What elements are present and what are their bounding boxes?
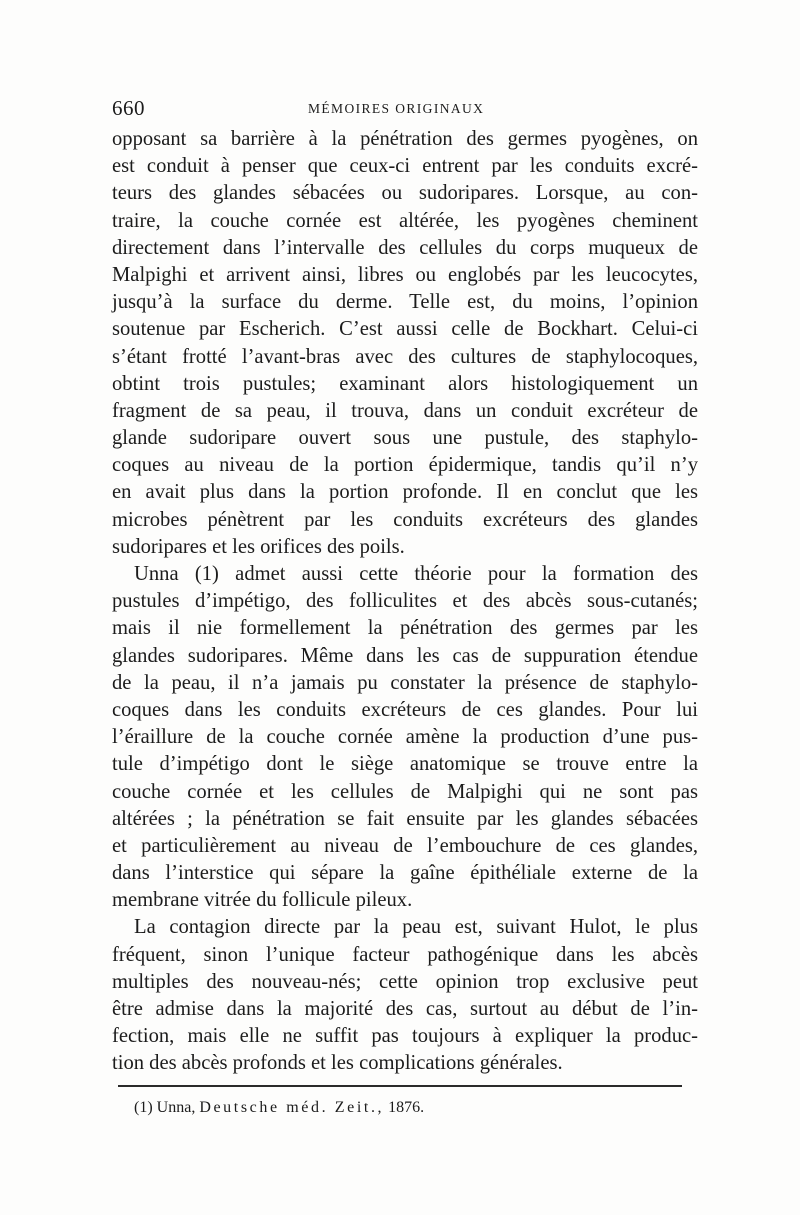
text-line: obtint trois pustules; examinant alors histologiquement un [112,372,698,395]
text-line: fection, mais elle ne suffit pas toujours à expliquer la produc- [112,1025,698,1048]
text-line: couche cornée et les cellules de Malpighi qui ne sont pas [112,780,698,803]
text-line: jusqu’à la surface du derme. Telle est, du moins, l’opinion [112,291,698,314]
text-line: microbes pénètrent par les conduits excréteurs des glandes [112,508,698,531]
text-line: Unna (1) admet aussi cette théorie pour la formation des [134,563,698,585]
text-line: tule d’impétigo dont le siège anatomique se trouve entre la [112,753,698,776]
text-line: coques au niveau de la portion épidermique, tandis qu’il n’y [112,454,698,477]
footnote-author: Unna, [156,1099,196,1116]
text-line: traire, la couche cornée est altérée, les pyogènes cheminent [112,209,698,232]
text-line: être admise dans la majorité des cas, surtout au début de l’in- [112,998,698,1020]
text-line: fragment de sa peau, il trouva, dans un conduit excréteur de [112,399,698,422]
footnote-year: 1876. [388,1099,425,1116]
text-line: membrane vitrée du follicule pileux. [112,889,413,912]
text-line: sudoripares et les orifices des poils. [112,535,405,558]
text-line: opposant sa barrière à la pénétration des germes pyogènes, on [112,128,698,150]
text-line: l’éraillure de la couche cornée amène la production d’une pus- [112,726,698,749]
footnote-marker: (1) [134,1099,153,1116]
body-text [112,126,698,1078]
running-head [112,96,698,122]
text-line: La contagion directe par la peau est, suivant Hulot, le plus [134,916,698,939]
text-line: s’étant frotté l’avant-bras avec des cultures de staphylocoques, [112,345,698,368]
text-line: tion des abcès profonds et les complications générales. [112,1052,563,1075]
page-number: 660 [112,96,145,120]
text-line: altérées ; la pénétration se fait ensuite par les glandes sébacées [112,807,698,830]
text-line: directement dans l’intervalle des cellules du corps muqueux de [112,236,698,259]
text-line: pustules d’impétigo, des folliculites et des abcès sous-cutanés; [112,590,698,613]
text-line: glande sudoripare ouvert sous une pustule, des staphylo- [112,427,698,450]
text-line: teurs des glandes sébacées ou sudoripares. Lorsque, au con- [112,182,698,205]
text-line: Malpighi et arrivent ainsi, libres ou englobés par les leucocytes, [112,263,698,286]
text-line: soutenue par Escherich. C’est aussi celle de Bockhart. Celui-ci [112,318,698,341]
text-line: est conduit à penser que ceux-ci entrent par les conduits excré- [112,155,698,178]
footnote-journal: Deutsche méd. Zeit., [199,1099,385,1116]
footnote-divider [118,1085,682,1087]
text-line: fréquent, sinon l’unique facteur pathogénique dans les abcès [112,943,698,966]
text-line: mais il nie formellement la pénétration des germes par les [112,617,698,640]
text-line: et particulièrement au niveau de l’embouchure de ces glandes, [112,834,698,857]
running-title: MÉMOIRES ORIGINAUX [308,101,485,116]
text-line: glandes sudoripares. Même dans les cas de suppuration étendue [112,644,698,667]
text-line: dans l’interstice qui sépare la gaîne épithéliale externe de la [112,862,698,885]
text-line: en avait plus dans la portion profonde. Il en conclut que les [112,481,698,504]
text-line: coques dans les conduits excréteurs de ces glandes. Pour lui [112,698,698,721]
footnote [134,1099,424,1117]
text-line: multiples des nouveau-nés; cette opinion trop exclusive peut [112,970,698,993]
text-line: de la peau, il n’a jamais pu constater la présence de staphylo- [112,671,698,694]
